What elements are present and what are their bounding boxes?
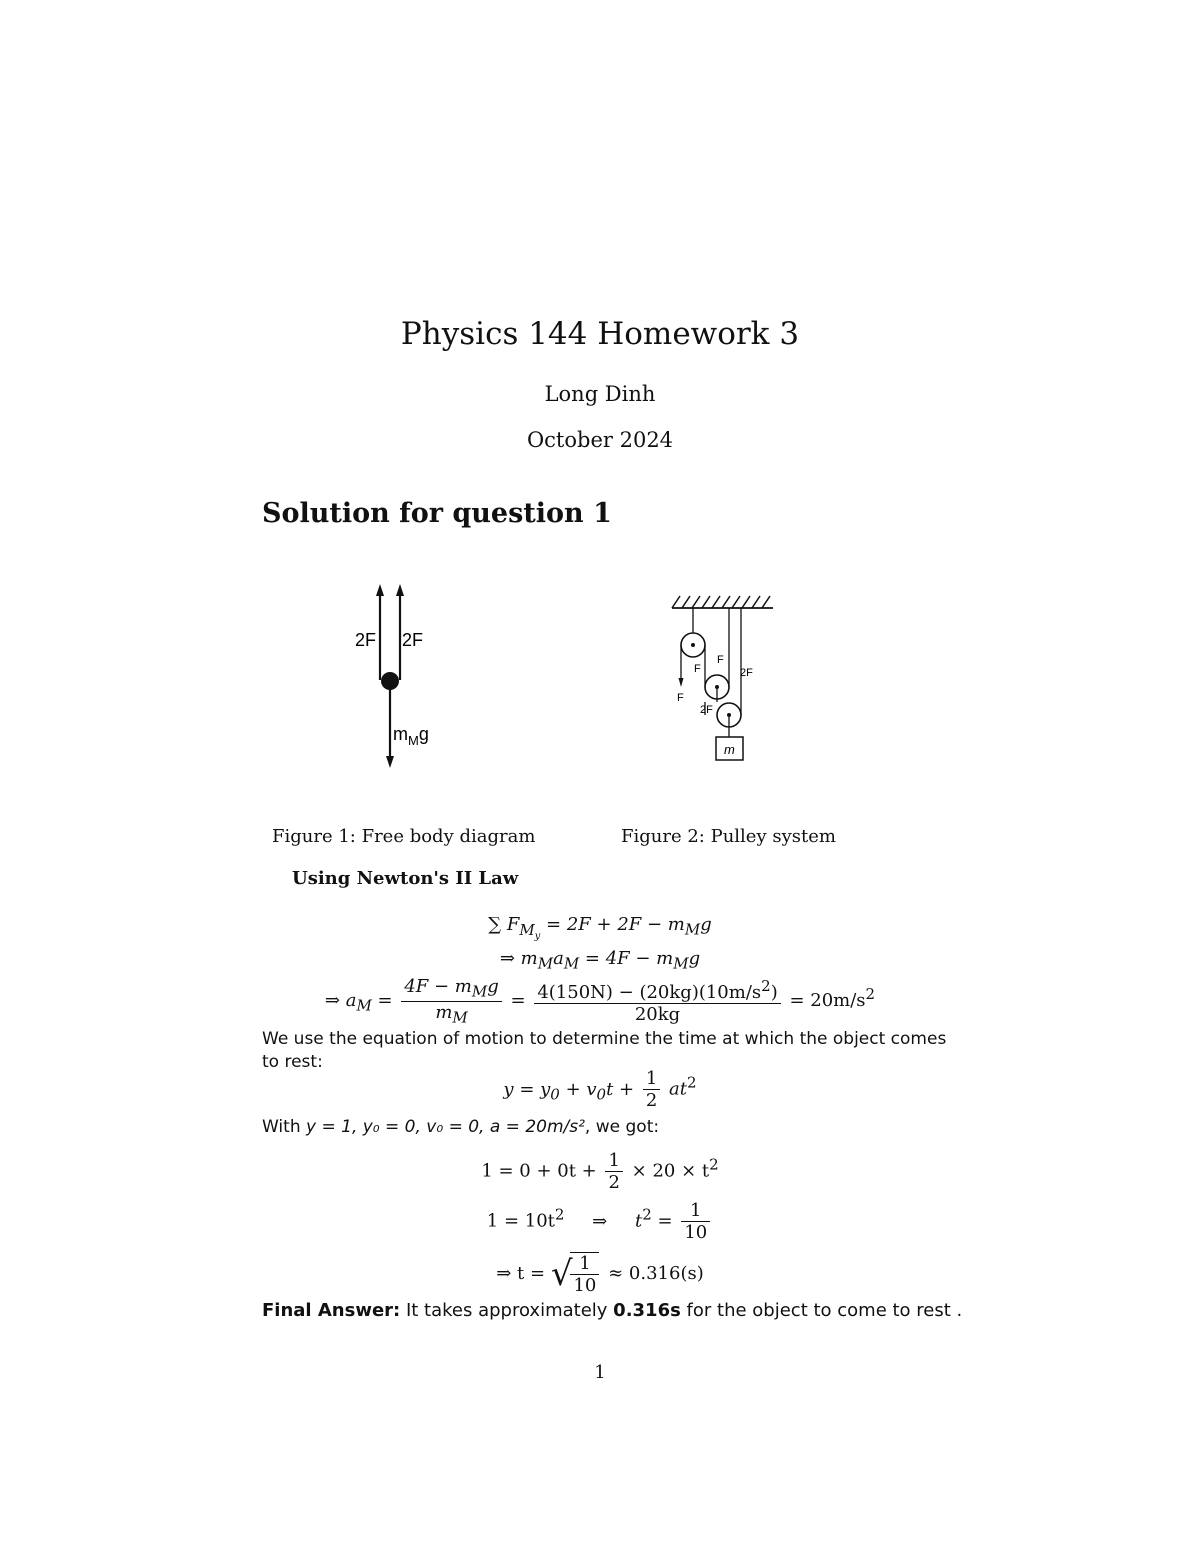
label-2f-left: 2F: [700, 704, 713, 716]
equation-motion: $y = y_0 + v_0t$ + $\frac{1}{2}$ $at^2$: [503, 1068, 697, 1111]
label-f-2: F: [717, 654, 724, 666]
equation-solve-1: 1 = 0 + 0t + $\frac{1}{2}$ × $20 \times t^2$: [481, 1150, 719, 1193]
equation-acceleration: ⇒ $a_M$ = $\frac{4F - m_Mg}{m_M}$ = $\frac{4(150N) - (20kg)(10m/s^2)}{20kg}$ = $20m/s^2$: [324, 976, 876, 1027]
weight-arrow-head: [386, 756, 394, 768]
equation-sum-forces: ∑ $F_{M_y} = 2F + 2F - m_Mg$: [488, 914, 712, 942]
force-label-right: 2F: [402, 630, 424, 650]
force-label-left: 2F: [355, 630, 377, 650]
label-f-pull: F: [677, 692, 684, 704]
page-number: 1: [594, 1362, 606, 1383]
figure1-caption: Figure 1: Free body diagram: [272, 826, 536, 847]
figure2-caption: Figure 2: Pulley system: [621, 826, 836, 847]
section-heading: Solution for question 1: [262, 498, 612, 529]
ceiling-hatch: [672, 596, 770, 608]
force-arrow-left-head: [376, 584, 384, 596]
force-arrow-right-head: [396, 584, 404, 596]
pulley-system-diagram: [660, 590, 790, 770]
weight-label: $m_Mg$: [393, 724, 429, 748]
document-date: October 2024: [526, 428, 674, 452]
paragraph-given-values: With y = 1, y₀ = 0, v₀ = 0, a = 20m/s², we got:: [262, 1117, 660, 1137]
label-f-1: F: [694, 663, 701, 675]
pull-arrow-head: [679, 678, 684, 687]
equation-solve-2: $1 = 10t^2$ ⇒ $t^2$ = $\frac{1}{10}$: [0, 1200, 1200, 1243]
label-2f-right: 2F: [740, 667, 753, 679]
newton-law-subheading: Using Newton's II Law: [292, 868, 519, 889]
accel-fraction-numeric: $\frac{4(150N) - (20kg)(10m/s^2)}{20kg}$: [534, 977, 780, 1025]
equation-solve-3: ⇒ t = √ $\frac{1}{10}$ ≈ 0.316(s): [496, 1253, 704, 1296]
author-name: Long Dinh: [544, 382, 656, 406]
free-body-diagram: [340, 580, 460, 775]
mass-label: m: [724, 742, 735, 757]
equation-newton: ⇒ $m_Ma_M = 4F - m_Mg$: [499, 948, 701, 973]
final-answer: Final Answer: It takes approximately 0.316s for the object to come to rest .: [262, 1300, 963, 1321]
document-title: Physics 144 Homework 3: [400, 316, 800, 352]
paragraph-motion: We use the equation of motion to determine the time at which the object comes to rest:: [262, 1029, 947, 1072]
accel-fraction-symbolic: $\frac{4F - m_Mg}{m_M}$: [401, 976, 501, 1026]
